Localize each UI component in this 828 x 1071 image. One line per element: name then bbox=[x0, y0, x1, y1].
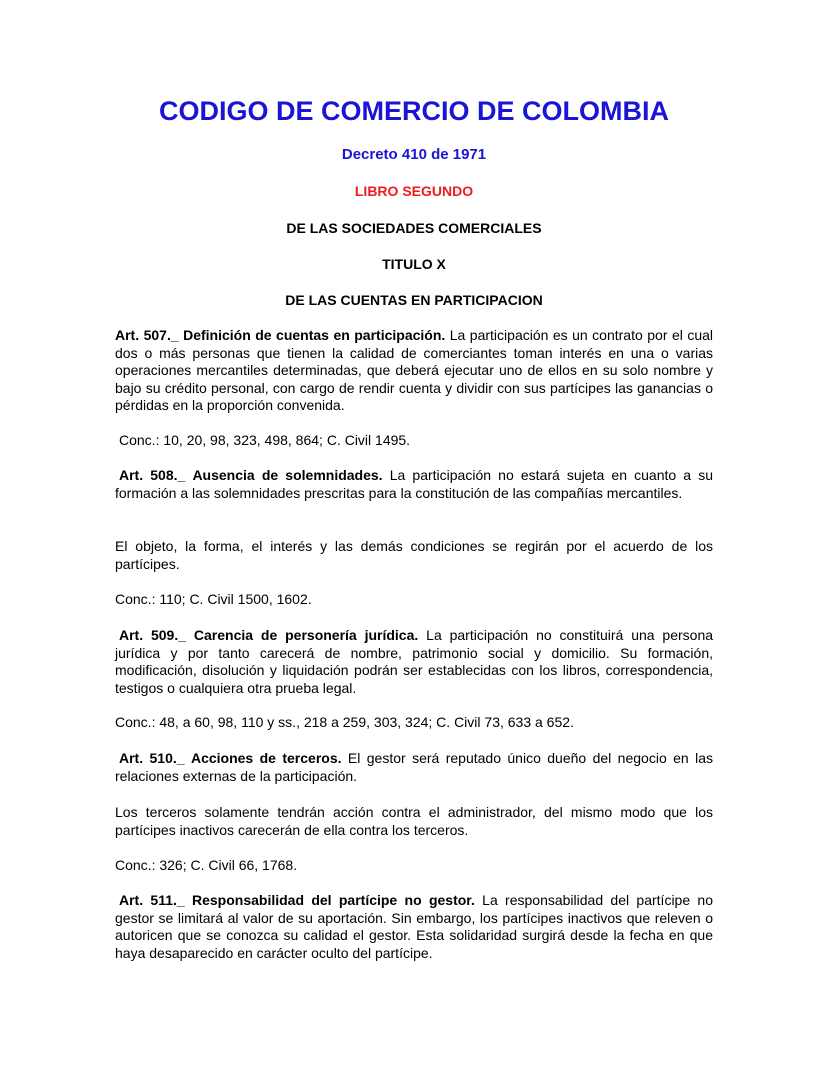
title-name-heading: DE LAS CUENTAS EN PARTICIPACION bbox=[285, 292, 543, 308]
article-511-heading: Responsabilidad del partícipe no gestor. bbox=[192, 892, 475, 908]
article-511-paragraph bbox=[115, 892, 713, 962]
article-509-concordances: Conc.: 48, a 60, 98, 110 y ss., 218 a 259, 303, 324; C. Civil 73, 633 a 652. bbox=[115, 714, 574, 730]
article-510-extra: Los terceros solamente tendrán acción contra el administrador, del mismo modo que los partícipes inactivos carecerán de ella contra los terceros. bbox=[115, 804, 713, 838]
section-heading: DE LAS SOCIEDADES COMERCIALES bbox=[286, 220, 542, 236]
article-508-extra: El objeto, la forma, el interés y las demás condiciones se regirán por el acuerdo de los partícipes. bbox=[115, 538, 713, 572]
article-510-text: El gestor será reputado único dueño del negocio en las relaciones externas de la participación. bbox=[115, 750, 714, 784]
article-510-label: Art. 510._ bbox=[119, 750, 185, 766]
article-507-text: La participación es un contrato por el cual dos o más personas que tienen la calidad de comerciantes toman interés en una o varias operaciones mercantiles determinadas, que deberá ejecutar uno de ellos en su solo nombre y bajo su crédito personal, con cargo de rendir cuenta y dividir con sus partícipes las ganancias o pérdidas en la proporción convenida. bbox=[115, 327, 714, 414]
article-510-paragraph bbox=[115, 750, 713, 785]
article-511-text: La responsabilidad del partícipe no gestor se limitará al valor de su aportación. Sin embargo, los partícipes inactivos que releven o autoricen que se conozca su calidad el gestor. Esta solidaridad surgirá desde la fecha en que haya desaparecido en carácter oculto del partícipe. bbox=[115, 892, 714, 961]
book-heading: LIBRO SEGUNDO bbox=[354, 183, 474, 199]
article-507-label: Art. 507._ bbox=[115, 327, 179, 343]
article-509-heading: Carencia de personería jurídica. bbox=[193, 627, 419, 643]
article-509-paragraph bbox=[115, 627, 713, 697]
decree-subtitle: Decreto 410 de 1971 bbox=[341, 146, 487, 163]
title-number-heading: TITULO X bbox=[382, 256, 446, 272]
article-509-label: Art. 509._ bbox=[119, 627, 187, 643]
article-510-concordances: Conc.: 326; C. Civil 66, 1768. bbox=[115, 857, 298, 873]
article-508-heading: Ausencia de solemnidades. bbox=[192, 467, 383, 483]
article-509-text: La participación no constituirá una persona jurídica y por tanto carecerá de nombre, patrimonio social y domicilio. Su formación, modificación, disolución y liquidación podrán ser establecidas con los libros, correspondencia, testigos o cualquiera otra prueba legal. bbox=[115, 627, 714, 696]
article-508-paragraph bbox=[115, 467, 713, 502]
article-507-paragraph bbox=[115, 327, 713, 415]
article-508-label: Art. 508._ bbox=[119, 467, 186, 483]
article-508-concordances: Conc.: 110; C. Civil 1500, 1602. bbox=[115, 591, 312, 607]
article-510-heading: Acciones de terceros. bbox=[190, 750, 342, 766]
document-title: CODIGO DE COMERCIO DE COLOMBIA bbox=[158, 96, 669, 126]
article-511-label: Art. 511._ bbox=[119, 892, 185, 908]
article-507-heading: Definición de cuentas en participación. bbox=[183, 327, 446, 343]
article-507-concordances: Conc.: 10, 20, 98, 323, 498, 864; C. Civil 1495. bbox=[119, 432, 411, 448]
article-508-text: La participación no estará sujeta en cuanto a su formación a las solemnidades prescritas para la constitución de las compañías mercantiles. bbox=[115, 467, 714, 501]
